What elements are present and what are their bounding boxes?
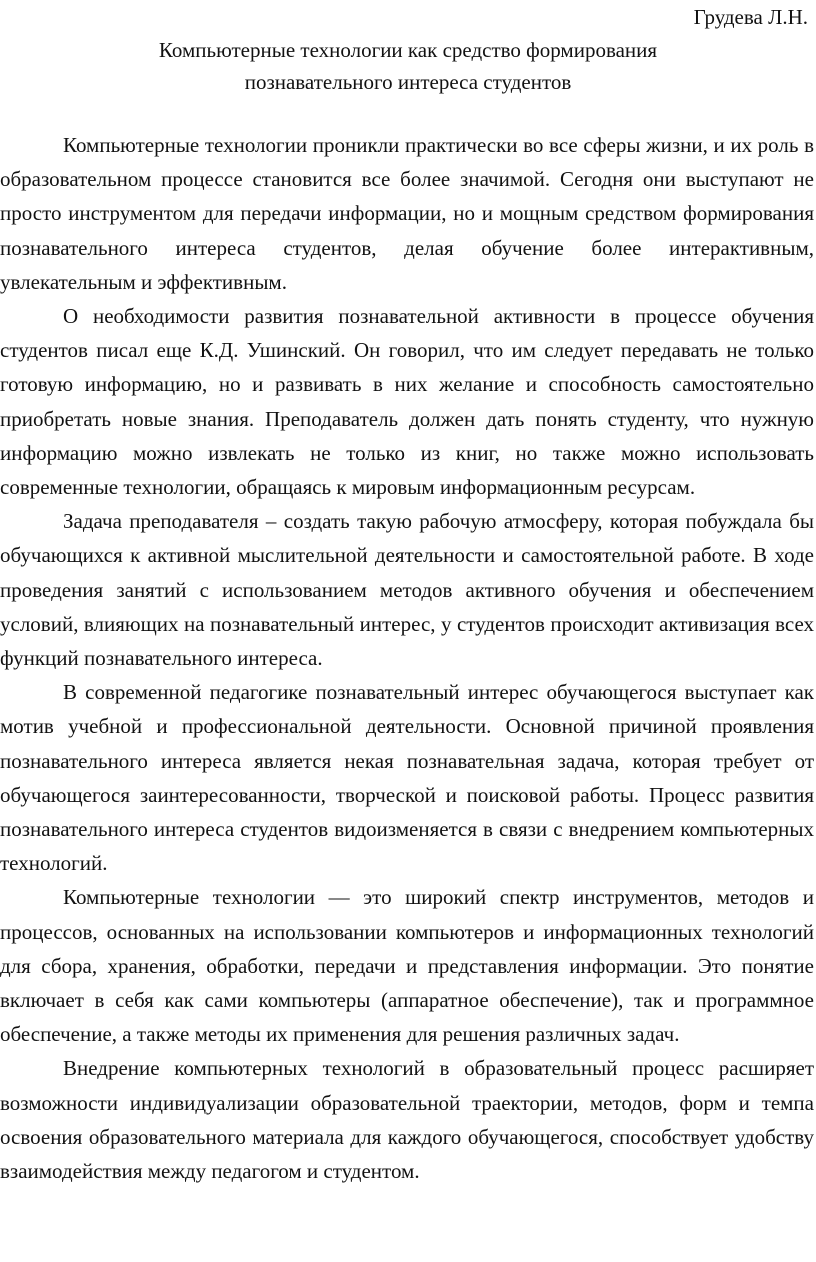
title-line-2: познавательного интереса студентов [244, 70, 572, 94]
paragraph-5: Компьютерные технологии — это широкий спектр инструментов, методов и процессов, основанных на использовании компьютеров и информационных технологий для сбора, хранения, обработки, передачи и представления информации. Это понятие включает в себя как сами компьютеры (аппаратное обеспечение), так и программное обеспечение, а также методы их применения для решения различных задач. [0, 885, 814, 1047]
paragraph-2: О необходимости развития познавательной активности в процессе обучения студентов писал еще К.Д. Ушинский. Он говорил, что им следует передавать не только готовую информацию, но и развивать в них желание и способность самостоятельно приобретать новые знания. Преподаватель должен дать понять студенту, что нужную информацию можно извлекать не только из книг, но также можно использовать современные технологии, обращаясь к мировым информационным ресурсам. [0, 304, 814, 500]
paragraph-3: Задача преподавателя – создать такую рабочую атмосферу, которая побуждала бы обучающихся к активной мыслительной деятельности и самостоятельной работе. В ходе проведения занятий с использованием методов активного обучения и обеспечением условий, влияющих на познавательный интерес, у студентов происходит активизация всех функций познавательного интереса. [0, 509, 814, 671]
paragraph-4: В современной педагогике познавательный интерес обучающегося выступает как мотив учебной и профессиональной деятельности. Основной причиной проявления познавательного интереса является некая познавательная задача, которая требует от обучающегося заинтересованности, творческой и поисковой работы. Процесс развития познавательного интереса студентов видоизменяется в связи с внедрением компьютерных технологий. [0, 680, 814, 876]
paragraph-1: Компьютерные технологии проникли практически во все сферы жизни, и их роль в образовательном процессе становится все более значимой. Сегодня они выступают не просто инструментом для передачи информации, но и мощным средством формирования познавательного интереса студентов, делая обучение более интерактивным, увлекательным и эффективным. [0, 133, 814, 294]
document-title [0, 34, 816, 98]
title-line-1: Компьютерные технологии как средство формирования [158, 38, 658, 62]
author-name: Грудева Л.Н. [693, 5, 808, 29]
document-body [0, 128, 814, 1188]
paragraph-6: Внедрение компьютерных технологий в образовательный процесс расширяет возможности индивидуализации образовательной траектории, методов, форм и темпа освоения образовательного материала для каждого обучающегося, способствует удобству взаимодействия между педагогом и студентом. [0, 1056, 814, 1184]
